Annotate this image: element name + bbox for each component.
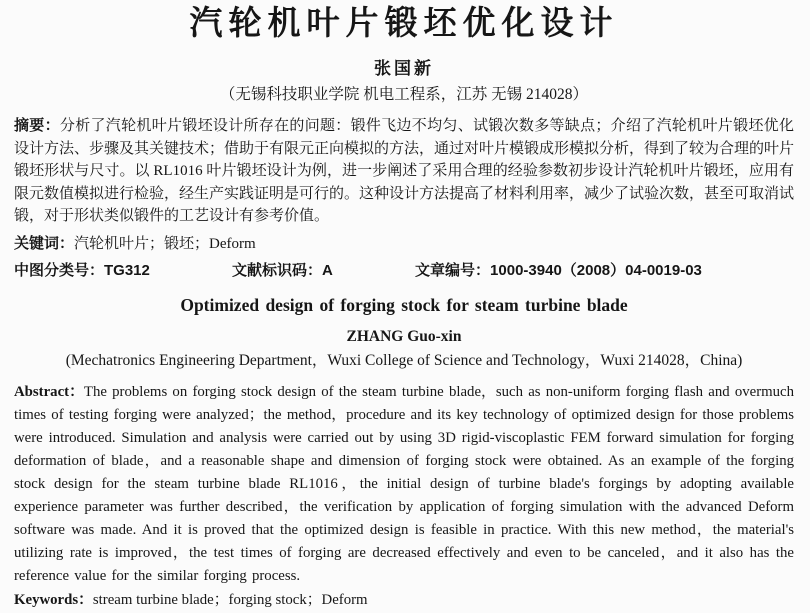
abstract-cn-text: 分析了汽轮机叶片锻坯设计所存在的问题：锻件飞边不均匀、试锻次数多等缺点；介绍了汽轮机叶片锻坯优化设计方法、步骤及其关键技术；借助于有限元正向模拟的方法，通过对叶片模锻成形模拟分析，得到了较为合理的叶片锻坯形状与尺寸。以 RL1016 叶片锻坯设计为例，进一步阐述了采用合理的经验参数初步设计汽轮机叶片锻坯，应用有限元数值模拟进行检验，经生产实践证明是可行的。这种设计方法提高了材料利用率，减少了试验次数，甚至可取消试锻，对于形状类似锻件的工艺设计有参考价值。 bbox=[14, 118, 795, 224]
document-code: 文献标识码：A bbox=[232, 261, 333, 279]
paper-title-cn: 汽轮机叶片锻坯优化设计 bbox=[189, 6, 619, 42]
abstract-en-text: The problems on forging stock design of the steam turbine blade，such as non-uniform forging flash and overmuch times of testing forging were analyzed；the method，procedure and its key technology of optimized design for those problems were introduced. Simulation and analysis were carried out by using 3D rigid-viscoplastic FEM forward simulation for forging deformation of blade，and a reasonable shape and dimension of forging stock were obtained. As an example of the forging stock design for the steam turbine blade RL1016，the initial design of turbine blade's forgings by adopting available experience parameter was further described，the verification by application of forging simulation with the advanced Deform software was made. And it is proved that the optimized design is feasible in practice. With this new method，the material's utilizing rate is improved，the test times of forging are decreased effectively and even to be canceled，and it also has the reference value for the similar forging process. bbox=[14, 383, 794, 584]
affiliation-en: (Mechatronics Engineering Department，Wuxi College of Science and Technology，Wuxi 214028，China) bbox=[65, 351, 743, 369]
abstract-en-label: Abstract： bbox=[14, 383, 84, 400]
clc-number: 中图分类号：TG312 bbox=[14, 261, 150, 279]
abstract-en bbox=[14, 381, 794, 588]
keywords-en-label: Keywords： bbox=[14, 591, 93, 608]
abstract-cn bbox=[14, 115, 794, 228]
keywords-en-text: stream turbine blade；forging stock；Deform bbox=[92, 591, 368, 608]
article-meta-line bbox=[14, 260, 794, 282]
abstract-cn-label: 摘要： bbox=[14, 117, 60, 134]
paper-title-en: Optimized design of forging stock for steam turbine blade bbox=[180, 294, 628, 315]
article-id: 文章编号：1000-3940（2008）04-0019-03 bbox=[415, 261, 702, 279]
keywords-cn-label: 关键词： bbox=[14, 234, 75, 252]
author-en: ZHANG Guo-xin bbox=[346, 327, 462, 345]
keywords-cn-text: 汽轮机叶片；锻坯；Deform bbox=[74, 235, 256, 252]
author-cn: 张国新 bbox=[374, 59, 434, 78]
affiliation-cn: （无锡科技职业学院 机电工程系，江苏 无锡 214028） bbox=[219, 86, 589, 103]
keywords-en bbox=[14, 589, 794, 612]
keywords-cn bbox=[14, 233, 794, 255]
